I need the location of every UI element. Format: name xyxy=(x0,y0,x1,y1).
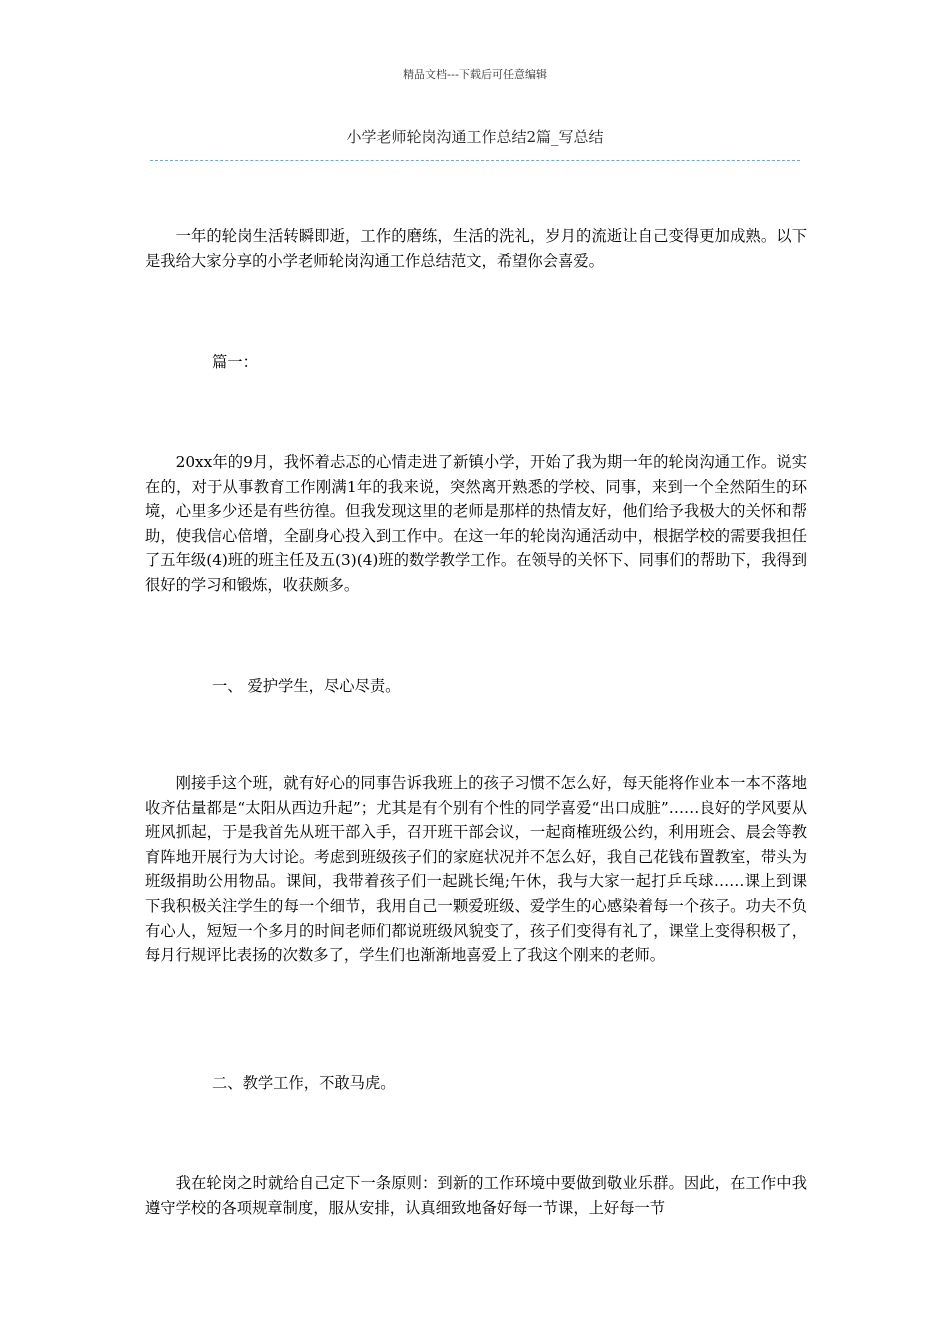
paragraph-2-text: 刚接手这个班，就有好心的同事告诉我班上的孩子习惯不怎么好，每天能将作业本一本不落地收齐估量都是“太阳从西边升起”；尤其是有个别有个性的同学喜爱“出口成脏”……良好的学风要从班风抓起，于是我首先从班干部入手，召开班干部会议，一起商榷班级公约，利用班会、晨会等教育阵地开展行为大讨论。考虑到班级孩子们的家庭状况并不怎么好，我自己花钱布置教室，带头为班级捐助公用物品。课间，我带着孩子们一起跳长绳;午休，我与大家一起打乒乓球……课上到课下我积极关注学生的每一个细节，我用自己一颗爱班级、爱学生的心感染着每一个孩子。功夫不负有心人，短短一个多月的时间老师们都说班级风貌变了，孩子们变得有礼了，课堂上变得积极了，每月行规评比表扬的次数多了，学生们也渐渐地喜爱上了我这个刚来的老师。 xyxy=(145,774,807,965)
paragraph-1-text: 20xx年的9月，我怀着忐忑的心情走进了新镇小学，开始了我为期一年的轮岗沟通工作。说实在的，对于从事教育工作刚满1年的我来说，突然离开熟悉的学校、同事，来到一个全然陌生的环境，心里多少还是有些彷徨。但我发现这里的老师是那样的热情友好，他们给予我极大的关怀和帮助，使我信心倍增，全副身心投入到工作中。在这一年的轮岗沟通活动中，根据学校的需要我担任了五年级(4)班的班主任及五(3)(4)班的数学教学工作。在领导的关怀下、同事们的帮助下，我得到很好的学习和锻炼，收获颇多。 xyxy=(145,453,807,594)
paragraph-3 xyxy=(145,1171,807,1220)
part-label: 篇一： xyxy=(212,353,258,371)
section-1-heading: 一、 爱护学生，尽心尽责。 xyxy=(212,677,401,695)
intro-paragraph xyxy=(145,224,807,273)
title-divider xyxy=(150,160,800,161)
paragraph-2 xyxy=(145,771,807,968)
paragraph-3-text: 我在轮岗之时就给自己定下一条原则：到新的工作环境中要做到敬业乐群。因此，在工作中我遵守学校的各项规章制度，服从安排，认真细致地备好每一节课，上好每一节 xyxy=(145,1174,807,1217)
paragraph-1 xyxy=(145,450,807,598)
intro-text: 一年的轮岗生活转瞬即逝，工作的磨练，生活的洗礼，岁月的流逝让自己变得更加成熟。以下是我给大家分享的小学老师轮岗沟通工作总结范文，希望你会喜爱。 xyxy=(145,227,807,270)
page-header-note: 精品文档---下载后可任意编辑 xyxy=(403,68,547,81)
section-2-heading: 二、教学工作，不敢马虎。 xyxy=(212,1074,396,1092)
document-title: 小学老师轮岗沟通工作总结2篇_写总结 xyxy=(346,128,604,146)
